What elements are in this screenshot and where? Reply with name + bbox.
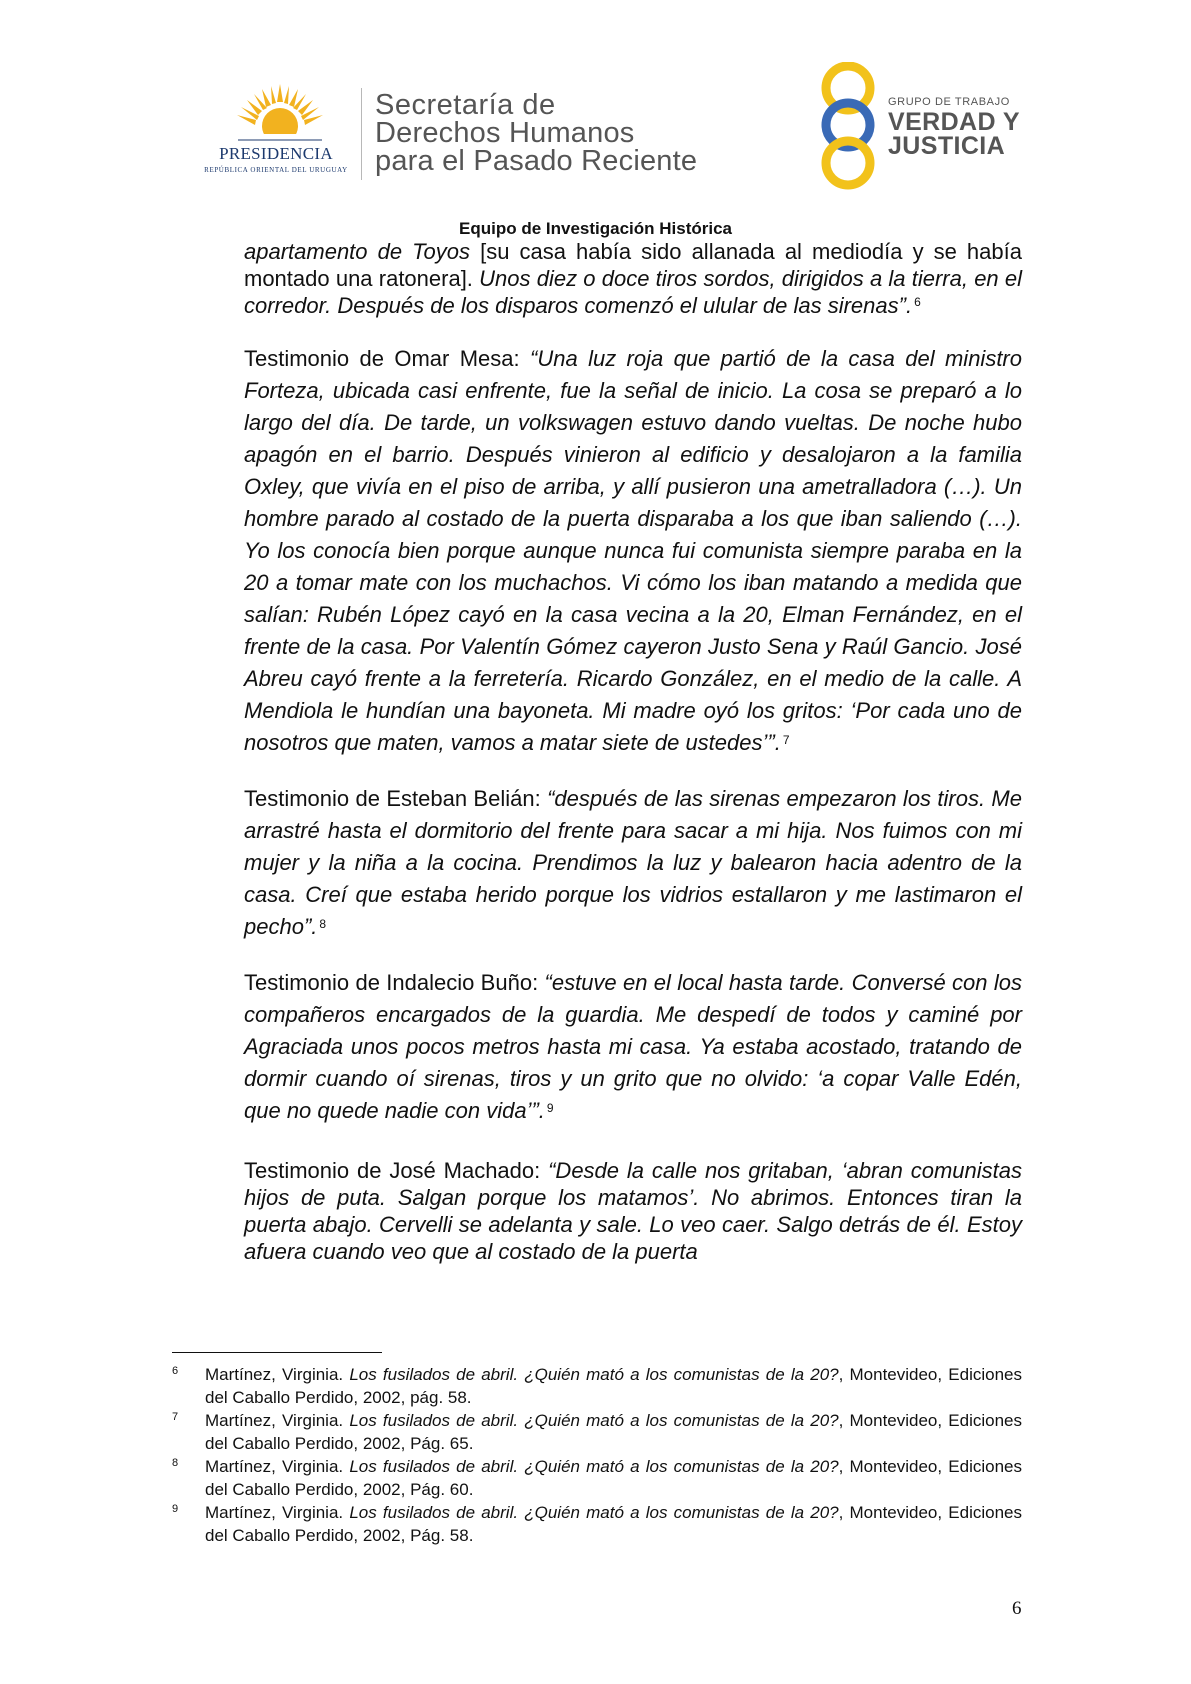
- header-divider: [361, 88, 362, 180]
- footnote-title: Los fusilados de abril. ¿Quién mató a los comunistas de la 20?: [349, 1411, 839, 1430]
- footnote-ref-6: 6: [914, 295, 921, 309]
- footnote-ref-9: 9: [546, 1101, 554, 1115]
- gtvj-title: [888, 110, 1020, 158]
- gtvj-title-line-1: VERDAD Y: [888, 108, 1020, 136]
- sun-emblem-icon: [232, 82, 328, 142]
- presidencia-name: PRESIDENCIA: [219, 144, 333, 163]
- footnote-author: Martínez, Virginia.: [205, 1365, 350, 1384]
- footnote-8: [172, 1455, 1022, 1501]
- footnote-title: Los fusilados de abril. ¿Quién mató a los comunistas de la 20?: [349, 1365, 839, 1384]
- footnote-title: Los fusilados de abril. ¿Quién mató a los comunistas de la 20?: [349, 1457, 839, 1476]
- footnote-publication: , Montevideo, Ediciones del Caballo Perdido, 2002, Pág. 58.: [205, 1503, 1022, 1545]
- presidencia-logo: [196, 82, 356, 182]
- paragraph-5: [244, 1157, 1022, 1265]
- footnote-number: 6: [172, 1365, 179, 1377]
- footnote-ref-7: 7: [782, 733, 790, 747]
- paragraph-2-lead: Testimonio de Omar Mesa:: [244, 346, 531, 371]
- rings-icon: [812, 62, 884, 192]
- footnote-publication: , Montevideo, Ediciones del Caballo Perdido, 2002, pág. 58.: [205, 1365, 1022, 1407]
- paragraph-2-quote: “Una luz roja que partió de la casa del ministro Forteza, ubicada casi enfrente, fue la señal de inicio. La cosa se preparó a lo largo del día. De tarde, un volkswagen estuvo dando vueltas. De noche hubo apagón en el barrio. Después vinieron al edificio y desalojaron a la familia Oxley, que vivía en el piso de arriba, y allí pusieron una ametralladora (…). Un hombre parado al costado de la puerta disparaba a los que iban saliendo (…). Yo los conocía bien porque aunque nunca fui comunista siempre paraba en la 20 a tomar mate con los muchachos. Vi cómo los iban matando a medida que salían: Rubén López cayó en la casa vecina a la 20, Elman Fernández, en el frente de la casa. Por Valentín Gómez cayeron Justo Sena y Raúl Gancio. José Abreu cayó frente a la ferretería. Ricardo González, en el medio de la calle. A Mendiola le hundían una bayoneta. Mi madre oyó los gritos: ‘Por cada uno de nosotros que maten, vamos a matar siete de ustedes’”.: [244, 346, 1022, 755]
- paragraph-4-lead: Testimonio de Indalecio Buño:: [244, 970, 545, 995]
- paragraph-3-lead: Testimonio de Esteban Belián:: [244, 786, 548, 811]
- footnote-7: [172, 1409, 1022, 1455]
- footnote-publication: , Montevideo, Ediciones del Caballo Perdido, 2002, Pág. 65.: [205, 1411, 1022, 1453]
- document-body: [244, 238, 1022, 1265]
- footnote-title: Los fusilados de abril. ¿Quién mató a los comunistas de la 20?: [349, 1503, 839, 1522]
- footnote-author: Martínez, Virginia.: [205, 1411, 350, 1430]
- footnote-number: 7: [172, 1411, 179, 1423]
- secretaria-line-1: Secretaría de: [375, 89, 556, 121]
- footnote-6: [172, 1363, 1022, 1409]
- paragraph-3-quote: “después de las sirenas empezaron los tiros. Me arrastré hasta el dormitorio del frente para sacar a mi hija. Nos fuimos con mi mujer y la niña a la cocina. Prendimos la luz y balearon hacia adentro de la casa. Creí que estaba herido porque los vidrios estallaron y me lastimaron el pecho”.: [244, 786, 1022, 939]
- footnote-9: [172, 1501, 1022, 1547]
- footnote-author: Martínez, Virginia.: [205, 1503, 350, 1522]
- secretaria-logo-text: [375, 91, 697, 175]
- footnote-number: 8: [172, 1457, 179, 1469]
- paragraph-4: [244, 967, 1022, 1127]
- paragraph-1-italic-b: Unos diez o doce tiros sordos, dirigidos a la tierra, en el corredor. Después de los disparos comenzó el ulular de las sirenas”.: [244, 266, 1023, 318]
- secretaria-line-2: Derechos Humanos: [375, 117, 635, 149]
- paragraph-1-text: [su casa había sido allanada al mediodía y se había montado una ratonera].: [244, 239, 1022, 291]
- presidencia-subtitle: REPÚBLICA ORIENTAL DEL URUGUAY: [204, 166, 348, 174]
- paragraph-5-quote: “Desde la calle nos gritaban, ‘abran comunistas hijos de puta. Salgan porque los matamos’. No abrimos. Entonces tiran la puerta abajo. Cervelli se adelanta y sale. Lo veo caer. Salgo detrás de él. Estoy afuera cuando veo que al costado de la puerta: [244, 1158, 1022, 1264]
- paragraph-1-italic-a: apartamento de Toyos: [244, 239, 471, 264]
- footnote-publication: , Montevideo, Ediciones del Caballo Perdido, 2002, Pág. 60.: [205, 1457, 1022, 1499]
- gtvj-subtitle: GRUPO DE TRABAJO: [888, 96, 1010, 108]
- paragraph-1: [244, 238, 1022, 319]
- paragraph-3: [244, 783, 1022, 943]
- footnote-author: Martínez, Virginia.: [205, 1457, 350, 1476]
- footnote-ref-8: 8: [319, 917, 327, 931]
- page-number: 6: [1012, 1598, 1022, 1619]
- secretaria-line-3: para el Pasado Reciente: [375, 145, 698, 177]
- verdad-justicia-logo: [812, 62, 1052, 192]
- footnote-separator: [172, 1352, 382, 1353]
- paragraph-5-lead: Testimonio de José Machado:: [244, 1158, 549, 1183]
- footnote-number: 9: [172, 1503, 179, 1515]
- gtvj-title-line-2: JUSTICIA: [888, 132, 1006, 160]
- footnotes: [172, 1363, 1022, 1547]
- paragraph-2: [244, 343, 1022, 759]
- section-title: Equipo de Investigación Histórica: [459, 219, 732, 238]
- paragraph-4-quote: “estuve en el local hasta tarde. Conversé con los compañeros encargados de la guardia. Me despedí de todos y caminé por Agraciada unos pocos metros hasta mi casa. Ya estaba acostado, tratando de dormir cuando oí sirenas, tiros y un grito que no olvido: ‘a copar Valle Edén, que no quede nadie con vida’”.: [244, 970, 1022, 1123]
